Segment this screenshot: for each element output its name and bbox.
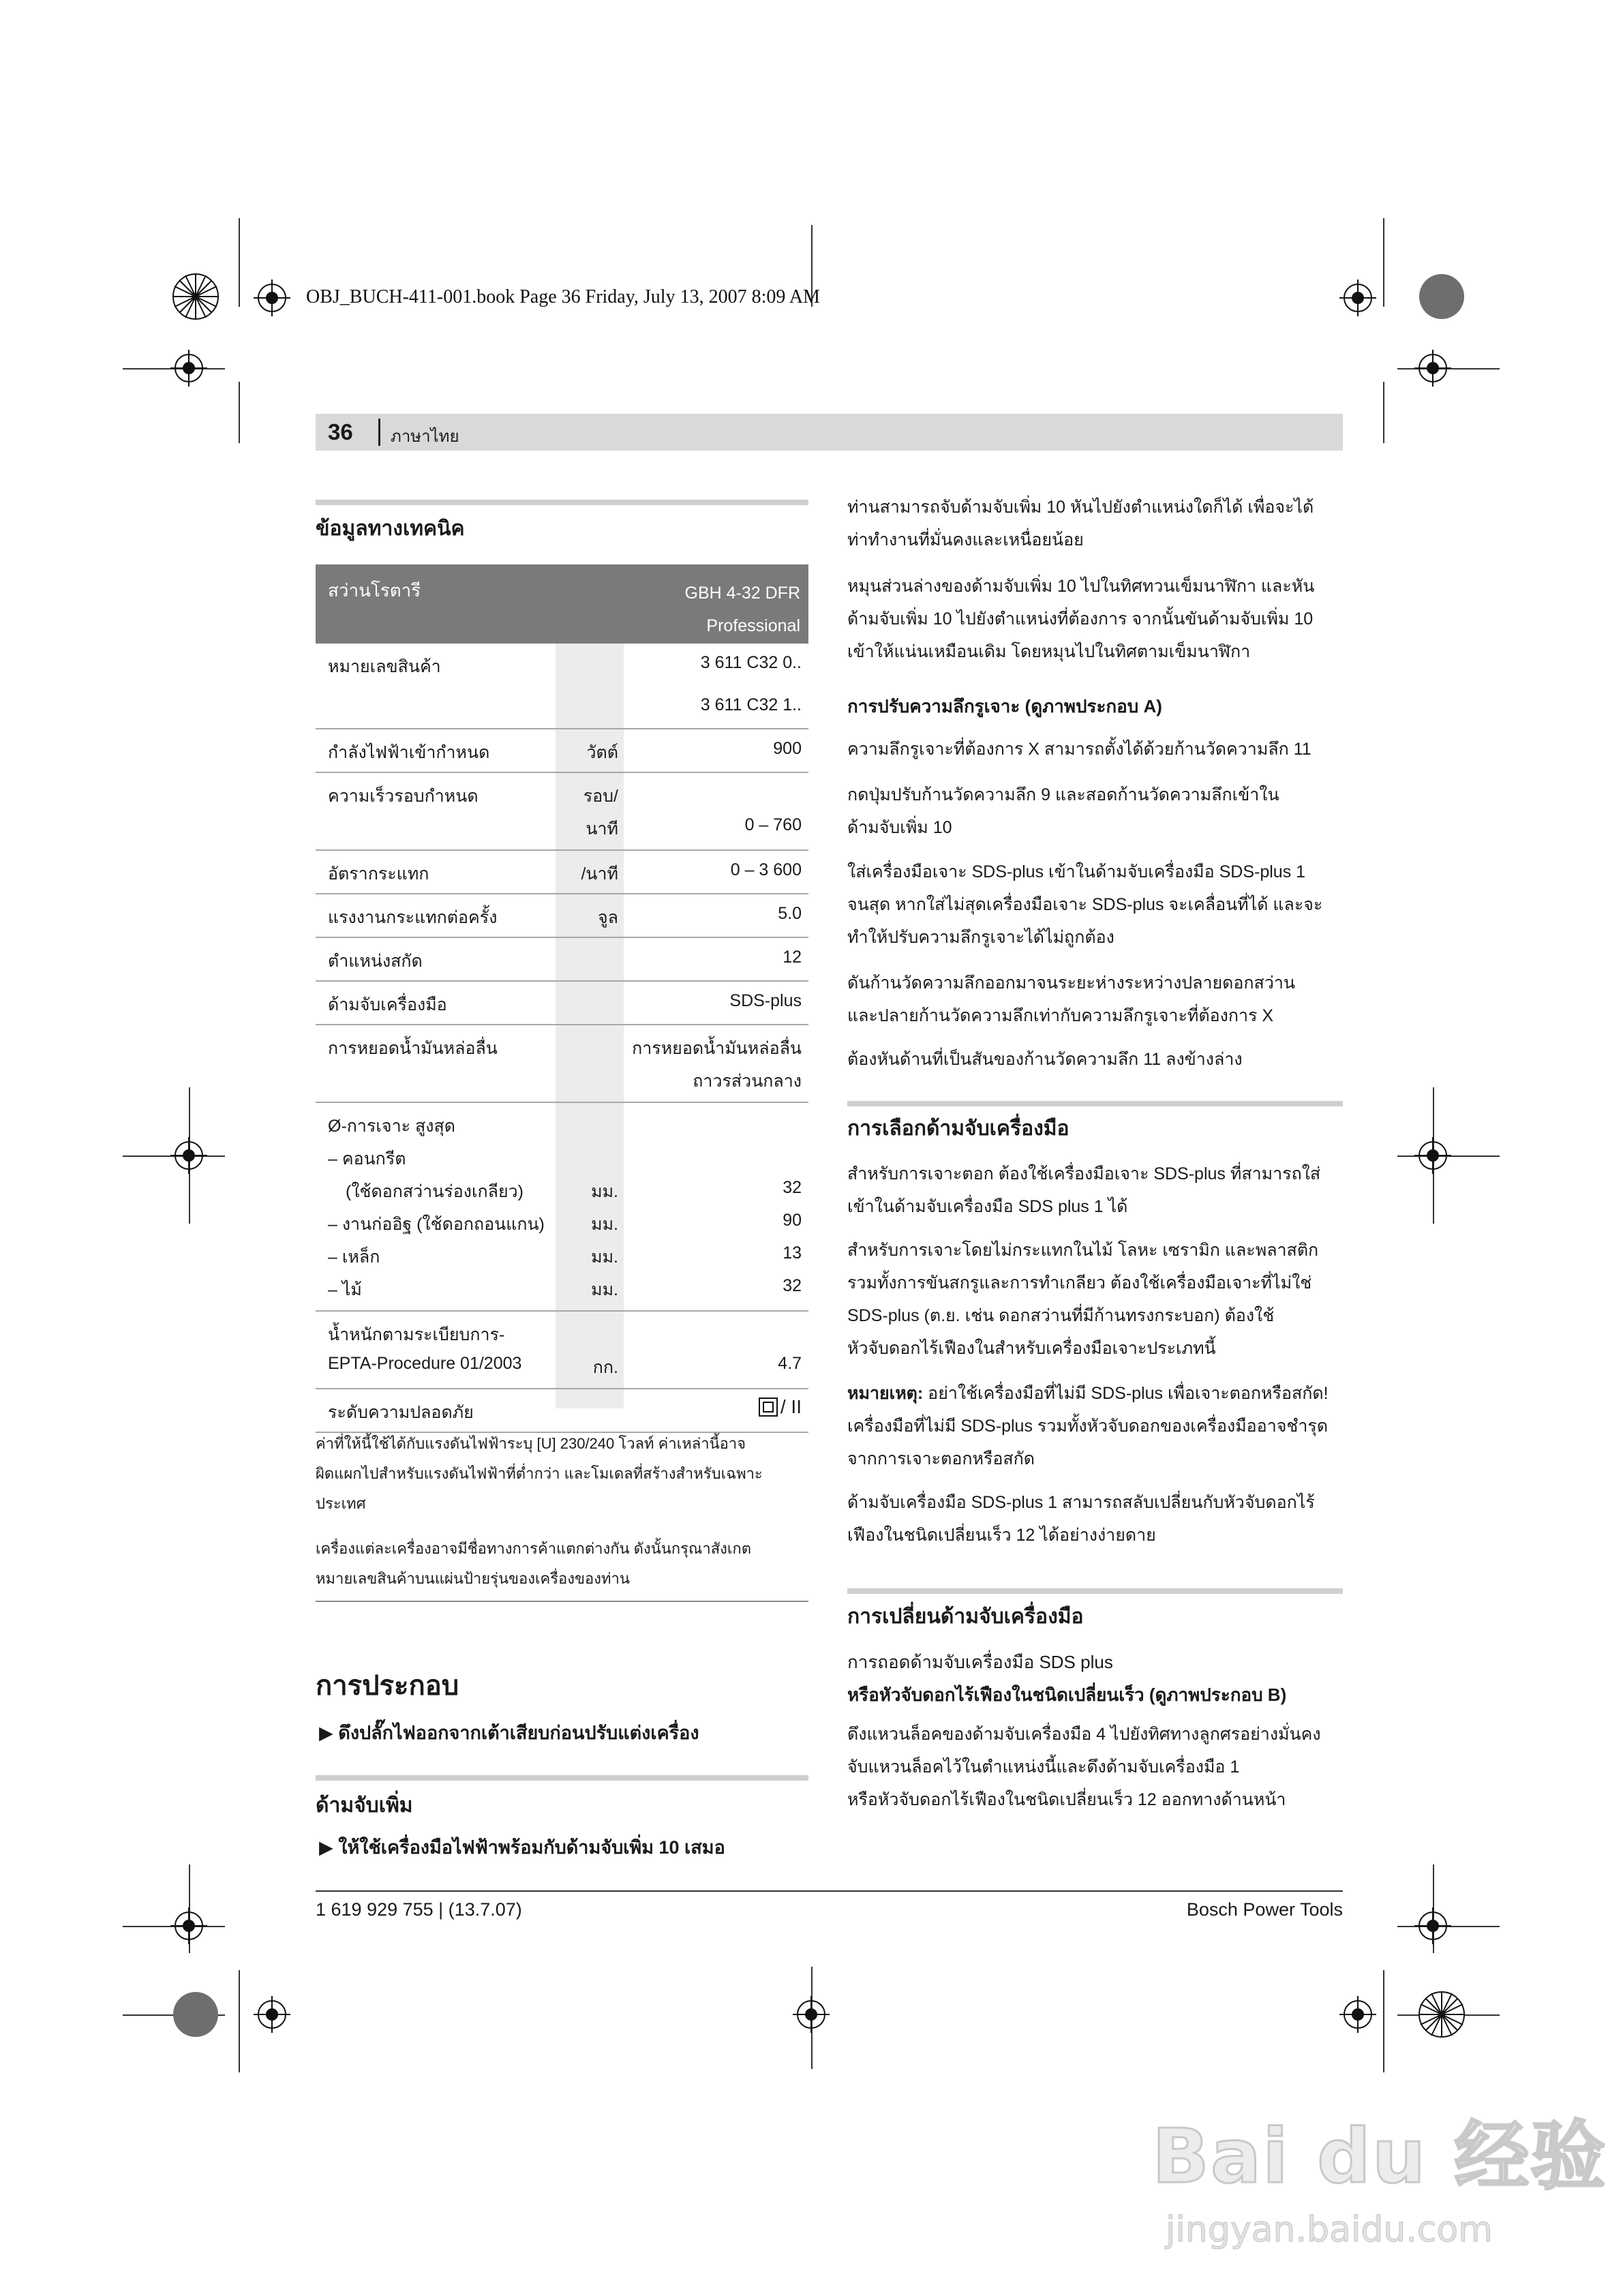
text-line: SDS-plus (ต.ย. เช่น ดอกสว่านที่มีก้านทรงกระบอก) ต้องใช้ bbox=[847, 1306, 1275, 1325]
text-line: ดันก้านวัดความลึกออกมาจนระยะห่างระหว่างปลายดอกสว่าน bbox=[847, 973, 1295, 993]
row-label: ตำแหน่งสกัด bbox=[328, 952, 423, 971]
drill-steel-label: – เหล็ก bbox=[328, 1248, 380, 1267]
row-label: หมายเลขสินค้า bbox=[328, 657, 441, 676]
section-rule bbox=[847, 1588, 1343, 1594]
text-line: ด้ามจับเครื่องมือ SDS-plus 1 สามารถสลับเปลี่ยนกับหัวจับดอกไร้ bbox=[847, 1493, 1315, 1512]
row-value: 0 – 760 bbox=[744, 815, 802, 834]
row-value: 5.0 bbox=[778, 904, 802, 923]
paragraph bbox=[847, 1234, 1318, 1365]
row-unit: มม. bbox=[591, 1280, 618, 1299]
text-line: หรือหัวจับดอกไร้เฟืองในชนิดเปลี่ยนเร็ว 12 ออกทางด้านหน้า bbox=[847, 1790, 1286, 1809]
notes-bottom-rule bbox=[316, 1601, 808, 1602]
text-line: รวมทั้งการขันสกรูและการทำเกลียว ต้องใช้เครื่องมือเจาะที่ไม่ใช่ bbox=[847, 1273, 1312, 1293]
row-value: ถาวรส่วนกลาง bbox=[693, 1072, 802, 1091]
drill-wood-label: – ไม้ bbox=[328, 1280, 362, 1299]
row-value: การหยอดน้ำมันหล่อลื่น bbox=[632, 1039, 802, 1058]
table-row bbox=[316, 644, 808, 729]
note-line: เครื่องแต่ละเครื่องอาจมีชื่อทางการค้าแตกต่างกัน ดังนั้นกรุณาสังเกต bbox=[316, 1540, 751, 1557]
removal-subtitle-1: การถอดด้ามจับเครื่องมือ SDS plus bbox=[847, 1652, 1113, 1672]
registration-mark-icon bbox=[1414, 1907, 1451, 1944]
table-row bbox=[316, 938, 808, 982]
table-row-drill-capacity bbox=[316, 1103, 808, 1312]
product-type: สว่านโรตารี bbox=[328, 580, 421, 601]
text-line: เข้าให้แน่นเหมือนเดิม โดยหมุนไปในทิศตามเข็มนาฬิกา bbox=[847, 642, 1251, 661]
text-line: หัวจับดอกไร้เฟืองในสำหรับเครื่องมือเจาะประเภทนี้ bbox=[847, 1339, 1216, 1358]
page-number: 36 bbox=[328, 419, 353, 444]
row-label: แรงงานกระแทกต่อครั้ง bbox=[328, 908, 498, 927]
row-unit: มม. bbox=[591, 1182, 618, 1201]
text-line: ท่านสามารถจับด้ามจับเพิ่ม 10 หันไปยังตำแหน่งใดก็ได้ เพื่อจะได้ bbox=[847, 498, 1314, 517]
spec-note-tradename bbox=[316, 1534, 808, 1594]
note-line: หมายเลขสินค้าบนแผ่นป้ายรุ่นของเครื่องของท่าน bbox=[316, 1570, 630, 1587]
row-value: 32 bbox=[783, 1276, 802, 1295]
color-rosette-icon bbox=[172, 273, 219, 320]
text-line: ความลึกรูเจาะที่ต้องการ X สามารถตั้งได้ด้วยก้านวัดความลึก 11 bbox=[847, 740, 1311, 759]
text-line: เข้าในด้ามจับเครื่องมือ SDS plus 1 ได้ bbox=[847, 1197, 1128, 1216]
book-slug-line: OBJ_BUCH-411-001.book Page 36 Friday, July 13, 2007 8:09 AM bbox=[306, 286, 820, 307]
safety-class-value: / II bbox=[780, 1396, 802, 1417]
row-label: ด้ามจับเครื่องมือ bbox=[328, 995, 447, 1014]
section-rule bbox=[316, 500, 808, 505]
double-insulation-icon bbox=[759, 1398, 778, 1417]
text-line: ทำให้ปรับความลึกรูเจาะได้ไม่ถูกต้อง bbox=[847, 928, 1114, 947]
depth-setting-title: การปรับความลึกรูเจาะ (ดูภาพประกอบ A) bbox=[847, 696, 1162, 716]
paragraph bbox=[847, 1158, 1320, 1223]
assembly-warning-text: ดึงปลั๊กไฟออกจากเต้าเสียบก่อนปรับแต่งเครื่อง bbox=[338, 1723, 699, 1743]
table-row-weight bbox=[316, 1312, 808, 1389]
note-line: ประเทศ bbox=[316, 1495, 366, 1512]
drill-concrete-sublabel: (ใช้ดอกสว่านร่องเกลียว) bbox=[346, 1182, 524, 1201]
registration-mark-icon bbox=[254, 1996, 290, 2033]
text-line: จนสุด หากใส่ไม่สุดเครื่องมือเจาะ SDS-plus จะเคลื่อนที่ได้ และจะ bbox=[847, 895, 1323, 914]
row-label: ความเร็วรอบกำหนด bbox=[328, 787, 479, 806]
paragraph bbox=[847, 1486, 1315, 1552]
table-row bbox=[316, 982, 808, 1025]
table-row-safety bbox=[316, 1389, 808, 1433]
row-unit: กก. bbox=[592, 1358, 618, 1377]
footer-rule bbox=[316, 1890, 1343, 1892]
text-line: สำหรับการเจาะตอก ต้องใช้เครื่องมือเจาะ SDS-plus ที่สามารถใส่ bbox=[847, 1164, 1321, 1183]
row-value: 32 bbox=[783, 1178, 802, 1197]
text-line: ใส่เครื่องมือเจาะ SDS-plus เข้าในด้ามจับเครื่องมือ SDS-plus 1 bbox=[847, 862, 1306, 881]
row-label: กำลังไฟฟ้าเข้ากำหนด bbox=[328, 743, 490, 762]
registration-mark-icon bbox=[170, 1907, 207, 1944]
text-line: ต้องหันด้านที่เป็นสันของก้านวัดความลึก 11 ลงข้างล่าง bbox=[847, 1050, 1243, 1069]
registration-mark-icon bbox=[170, 350, 207, 387]
row-unit: นาที bbox=[586, 819, 618, 839]
spec-table-header bbox=[316, 564, 808, 644]
table-row bbox=[316, 851, 808, 894]
paragraph bbox=[847, 856, 1322, 954]
text-line: เฟืองในชนิดเปลี่ยนเร็ว 12 ได้อย่างง่ายดาย bbox=[847, 1526, 1156, 1545]
table-row bbox=[316, 773, 808, 851]
watermark-logo: Bai du 经验 bbox=[1152, 2113, 1607, 2200]
row-label: EPTA-Procedure 01/2003 bbox=[328, 1354, 522, 1373]
paragraph bbox=[847, 491, 1314, 556]
text-line: เครื่องมือที่ไม่มี SDS-plus รวมทั้งหัวจับดอกของเครื่องมืออาจชำรุด bbox=[847, 1417, 1329, 1436]
row-value: 0 – 3 600 bbox=[730, 860, 802, 879]
row-value: 900 bbox=[773, 739, 802, 758]
paragraph bbox=[847, 779, 1279, 844]
assembly-title: การประกอบ bbox=[316, 1671, 459, 1701]
row-unit: มม. bbox=[591, 1215, 618, 1234]
text-line: สำหรับการเจาะโดยไม่กระแทกในไม้ โลหะ เซรามิก และพลาสติก bbox=[847, 1241, 1319, 1260]
row-unit: รอบ/ bbox=[583, 787, 618, 806]
watermark-url: jingyan.baidu.com bbox=[1166, 2209, 1493, 2250]
row-value: 3 611 C32 1.. bbox=[700, 695, 802, 714]
table-row bbox=[316, 1025, 808, 1103]
color-rosette-icon bbox=[1418, 273, 1466, 320]
spec-title: ข้อมูลทางเทคนิค bbox=[316, 517, 465, 540]
model-line: Professional bbox=[706, 616, 800, 635]
page-language: ภาษาไทย bbox=[391, 427, 459, 446]
paragraph bbox=[847, 967, 1295, 1032]
row-unit: จูล bbox=[598, 908, 618, 927]
registration-mark-icon bbox=[170, 1137, 207, 1174]
paragraph bbox=[847, 570, 1314, 668]
paragraph bbox=[847, 1043, 1243, 1076]
triangle-bullet-icon: ▶ bbox=[319, 1723, 333, 1743]
row-value: 13 bbox=[783, 1243, 802, 1263]
text-line: ด้ามจับเพิ่ม 10 ไปยังตำแหน่งที่ต้องการ จากนั้นขันด้ามจับเพิ่ม 10 bbox=[847, 609, 1314, 629]
registration-mark-icon bbox=[1339, 1996, 1376, 2033]
aux-handle-warning-text: ให้ใช้เครื่องมือไฟฟ้าพร้อมกับด้ามจับเพิ่ม 10 เสมอ bbox=[338, 1837, 725, 1858]
assembly-warning bbox=[319, 1718, 699, 1747]
triangle-bullet-icon: ▶ bbox=[319, 1837, 333, 1858]
section-rule bbox=[316, 1775, 808, 1781]
row-value: 12 bbox=[783, 948, 802, 967]
aux-handle-title: ด้ามจับเพิ่ม bbox=[316, 1794, 413, 1817]
tool-holder-change-title: การเปลี่ยนด้ามจับเครื่องมือ bbox=[847, 1605, 1084, 1628]
registration-mark-icon bbox=[1339, 280, 1376, 316]
registration-mark-icon bbox=[254, 280, 290, 316]
registration-mark-icon bbox=[1414, 1137, 1451, 1174]
page-header bbox=[316, 414, 1343, 451]
row-value: 4.7 bbox=[778, 1354, 802, 1373]
text-line: อย่าใช้เครื่องมือที่ไม่มี SDS-plus เพื่อเจาะตอกหรือสกัด! bbox=[923, 1384, 1329, 1403]
row-label: อัตรากระแทก bbox=[328, 864, 429, 883]
row-unit: มม. bbox=[591, 1248, 618, 1267]
tool-holder-select-title: การเลือกด้ามจับเครื่องมือ bbox=[847, 1117, 1070, 1140]
spec-table bbox=[316, 564, 808, 1433]
row-label: ระดับความปลอดภัย bbox=[328, 1403, 474, 1422]
text-line: จับแหวนล็อคไว้ในตำแหน่งนี้และดึงด้ามจับเครื่องมือ 1 bbox=[847, 1757, 1240, 1777]
footer-doc-number: 1 619 929 755 | (13.7.07) bbox=[316, 1899, 522, 1920]
table-row bbox=[316, 894, 808, 938]
spec-note-voltage bbox=[316, 1429, 808, 1519]
text-line: หมุนส่วนล่างของด้ามจับเพิ่ม 10 ไปในทิศทวนเข็มนาฬิกา และหัน bbox=[847, 577, 1315, 596]
row-label: น้ำหนักตามระเบียบการ- bbox=[328, 1325, 505, 1344]
note-line: ค่าที่ให้นี้ใช้ได้กับแรงดันไฟฟ้าระบุ [U] 230/240 โวลท์ ค่าเหล่านี้อาจ bbox=[316, 1435, 746, 1452]
text-line: ท่าทำงานที่มั่นคงและเหนื่อยน้อย bbox=[847, 530, 1084, 549]
note-line: ผิดแผกไปสำหรับแรงดันไฟฟ้าที่ต่ำกว่า และโมเดลที่สร้างสำหรับเฉพาะ bbox=[316, 1465, 763, 1482]
paragraph-note bbox=[847, 1377, 1329, 1475]
row-unit: /นาที bbox=[581, 864, 618, 883]
model-name: GBH 4-32 DFR bbox=[684, 584, 800, 603]
row-unit: วัตต์ bbox=[586, 743, 618, 762]
row-value: SDS-plus bbox=[729, 991, 802, 1010]
section-rule bbox=[847, 1101, 1343, 1106]
baidu-watermark bbox=[1152, 2096, 1607, 2260]
color-rosette-icon bbox=[172, 1991, 219, 2038]
footer-brand: Bosch Power Tools bbox=[1186, 1899, 1343, 1920]
note-label: หมายเหตุ: bbox=[847, 1384, 924, 1403]
text-line: ดึงแหวนล็อคของด้ามจับเครื่องมือ 4 ไปยังทิศทางลูกศรอย่างมั่นคง bbox=[847, 1725, 1321, 1744]
row-value: 3 611 C32 0.. bbox=[700, 653, 802, 672]
drill-title: Ø-การเจาะ สูงสุด bbox=[328, 1117, 455, 1136]
drill-masonry-label: – งานก่ออิฐ (ใช้ดอกถอนแกน) bbox=[328, 1215, 545, 1234]
removal-subtitle-2: หรือหัวจับดอกไร้เฟืองในชนิดเปลี่ยนเร็ว (ดูภาพประกอบ B) bbox=[847, 1685, 1287, 1705]
safety-class bbox=[759, 1396, 802, 1418]
registration-mark-icon bbox=[1414, 350, 1451, 387]
row-value: 90 bbox=[783, 1211, 802, 1230]
text-line: กดปุ่มปรับก้านวัดความลึก 9 และสอดก้านวัดความลึกเข้าใน bbox=[847, 785, 1279, 804]
paragraph bbox=[847, 733, 1311, 766]
header-divider bbox=[378, 419, 380, 446]
registration-mark-icon bbox=[793, 1996, 830, 2033]
paragraph bbox=[847, 1718, 1321, 1816]
aux-handle-warning bbox=[319, 1832, 725, 1862]
text-line: จากการเจาะตอกหรือสกัด bbox=[847, 1449, 1035, 1468]
color-rosette-icon bbox=[1418, 1991, 1466, 2038]
text-line: และปลายก้านวัดความลึกเท่ากับความลึกรูเจาะที่ต้องการ X bbox=[847, 1006, 1274, 1025]
text-line: ด้ามจับเพิ่ม 10 bbox=[847, 818, 952, 837]
drill-concrete-label: – คอนกรีต bbox=[328, 1149, 406, 1168]
row-label: การหยอดน้ำมันหล่อลื่น bbox=[328, 1039, 498, 1058]
table-row bbox=[316, 729, 808, 773]
